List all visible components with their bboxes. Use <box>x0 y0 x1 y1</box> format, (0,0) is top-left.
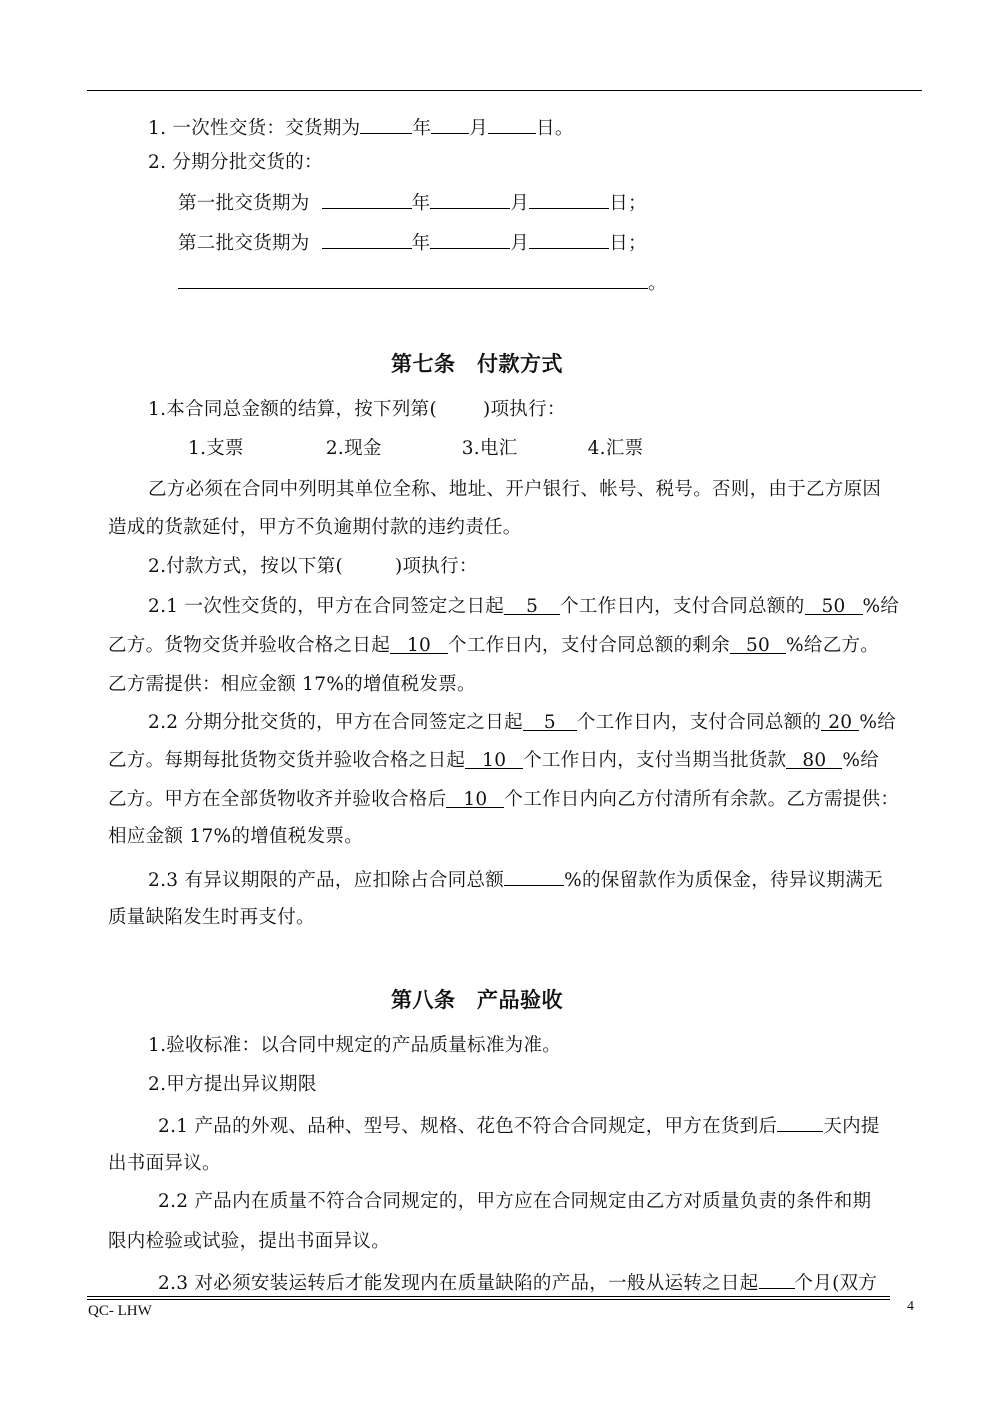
payment-p4-line2 <box>108 634 879 658</box>
payment-p2-line1: 乙方必须在合同中列明其单位全称、地址、开户银行、帐号、税号。否则，由于乙方原因 <box>148 479 882 500</box>
text: 乙方。甲方在全部货物收齐并验收合格后 <box>108 789 447 810</box>
text: 。 <box>648 273 667 294</box>
payment-p5-line2 <box>108 749 879 773</box>
text: 2.付款方式，按以下第( <box>148 556 343 577</box>
text: 个工作日内，支付当期当批货款 <box>523 750 787 771</box>
payment-p3 <box>148 555 478 579</box>
acceptance-p3-line1 <box>158 1112 880 1139</box>
acceptance-p5-line1 <box>158 1269 877 1296</box>
text: 年 <box>411 193 431 214</box>
filled-blank: 20 <box>821 711 859 731</box>
filled-blank: 50 <box>805 595 863 615</box>
text: 月 <box>469 118 489 139</box>
blank <box>322 229 412 249</box>
payment-p2-line2: 造成的货款延付，甲方不负逾期付款的违约责任。 <box>108 517 522 538</box>
filled-blank: 10 <box>465 749 523 769</box>
blank <box>430 229 510 249</box>
text: )项执行： <box>482 399 566 420</box>
text: 月 <box>510 233 530 254</box>
text: 日； <box>609 233 647 254</box>
blank <box>431 114 469 134</box>
payment-p6-line2: 质量缺陷发生时再支付。 <box>108 907 315 928</box>
filled-blank: 80 <box>786 749 842 769</box>
delivery-line-5 <box>178 269 667 296</box>
text: 2.2 分期分批交货的，甲方在合同签定之日起 <box>148 712 523 733</box>
text: 个工作日内，支付合同总额的 <box>576 712 822 733</box>
payment-option-wire: 3.电汇 <box>461 438 518 459</box>
blank <box>777 1112 823 1132</box>
text: 天内提 <box>823 1116 880 1137</box>
payment-option-cash: 2.现金 <box>325 438 382 459</box>
payment-option-cheque: 1.支票 <box>188 438 244 459</box>
filled-blank: 10 <box>390 634 448 654</box>
acceptance-p2: 2.甲方提出异议期限 <box>148 1074 317 1095</box>
text: 2.3 对必须安装运转后才能发现内在质量缺陷的产品，一般从运转之日起 <box>158 1273 759 1294</box>
payment-p5-line1 <box>148 711 896 735</box>
blank <box>529 229 609 249</box>
text: 年 <box>412 118 432 139</box>
acceptance-p1: 1.验收标准：以合同中规定的产品质量标准为准。 <box>148 1035 562 1056</box>
text: 1.本合同总金额的结算，按下列第( <box>148 399 437 420</box>
text: 年 <box>411 233 431 254</box>
payment-p5-line4: 相应金额 17%的增值税发票。 <box>108 826 364 847</box>
blank <box>322 189 412 209</box>
footer-rule <box>87 1296 890 1297</box>
text: 日； <box>609 193 647 214</box>
blank <box>430 189 510 209</box>
text: 个月(双方 <box>794 1273 878 1294</box>
text: 乙方。每期每批货物交货并验收合格之日起 <box>108 750 466 771</box>
delivery-line-1 <box>148 114 574 141</box>
blank <box>529 189 609 209</box>
text: 个工作日内，支付合同总额的 <box>560 596 805 617</box>
blank <box>360 114 412 134</box>
payment-p6-line1 <box>148 866 883 893</box>
acceptance-p4-line1: 2.2 产品内在质量不符合合同规定的，甲方应在合同规定由乙方对质量负责的条件和期 <box>158 1191 872 1212</box>
payment-p4-line3: 乙方需提供：相应金额 17%的增值税发票。 <box>108 674 476 695</box>
text: %的保留款作为质保金，待异议期满无 <box>564 870 883 891</box>
delivery-line-3 <box>178 189 647 216</box>
text: %给 <box>859 712 896 733</box>
section-8-heading: 第八条 产品验收 <box>391 987 563 1012</box>
filled-blank: 50 <box>730 634 786 654</box>
filled-blank: 10 <box>446 788 504 808</box>
page-number: 4 <box>907 1299 914 1314</box>
footer-doc-code: QC- LHW <box>88 1303 152 1319</box>
text: 个工作日内，支付合同总额的剩余 <box>448 635 731 656</box>
header-rule <box>87 90 922 91</box>
text: 乙方。货物交货并验收合格之日起 <box>108 635 391 656</box>
text: %给乙方。 <box>786 635 880 656</box>
text: 个工作日内向乙方付清所有余款。乙方需提供： <box>504 789 900 810</box>
blank <box>178 269 648 289</box>
text: 月 <box>510 193 530 214</box>
text: 第二批交货期为 <box>178 233 310 254</box>
payment-p1 <box>148 398 566 422</box>
payment-p5-line3 <box>108 788 899 812</box>
filled-blank: 5 <box>523 711 577 731</box>
text: 1. 一次性交货：交货期为 <box>148 118 361 139</box>
text: %给 <box>842 750 880 771</box>
payment-p4-line1 <box>148 595 899 619</box>
delivery-line-2 <box>148 151 323 175</box>
text: 2.1 产品的外观、品种、型号、规格、花色不符合合同规定，甲方在货到后 <box>158 1116 778 1137</box>
text: 日。 <box>536 118 574 139</box>
payment-option-draft: 4.汇票 <box>587 438 644 459</box>
text: )项执行： <box>394 556 478 577</box>
delivery-line-4 <box>178 229 647 256</box>
filled-blank: 5 <box>504 595 560 615</box>
text: 2.3 有异议期限的产品，应扣除占合同总额 <box>148 870 505 891</box>
payment-options <box>188 437 643 461</box>
text: 第一批交货期为 <box>178 193 310 214</box>
text: %给 <box>862 596 900 617</box>
text: 2. 分期分批交货的： <box>148 152 323 173</box>
blank <box>488 114 536 134</box>
section-7-heading: 第七条 付款方式 <box>391 351 563 376</box>
blank <box>759 1269 795 1289</box>
acceptance-p3-line2: 出书面异议。 <box>108 1153 221 1174</box>
acceptance-p4-line2: 限内检验或试验，提出书面异议。 <box>108 1231 391 1252</box>
footer-rule-double <box>87 1299 890 1300</box>
blank <box>504 866 564 886</box>
text: 2.1 一次性交货的，甲方在合同签定之日起 <box>148 596 505 617</box>
